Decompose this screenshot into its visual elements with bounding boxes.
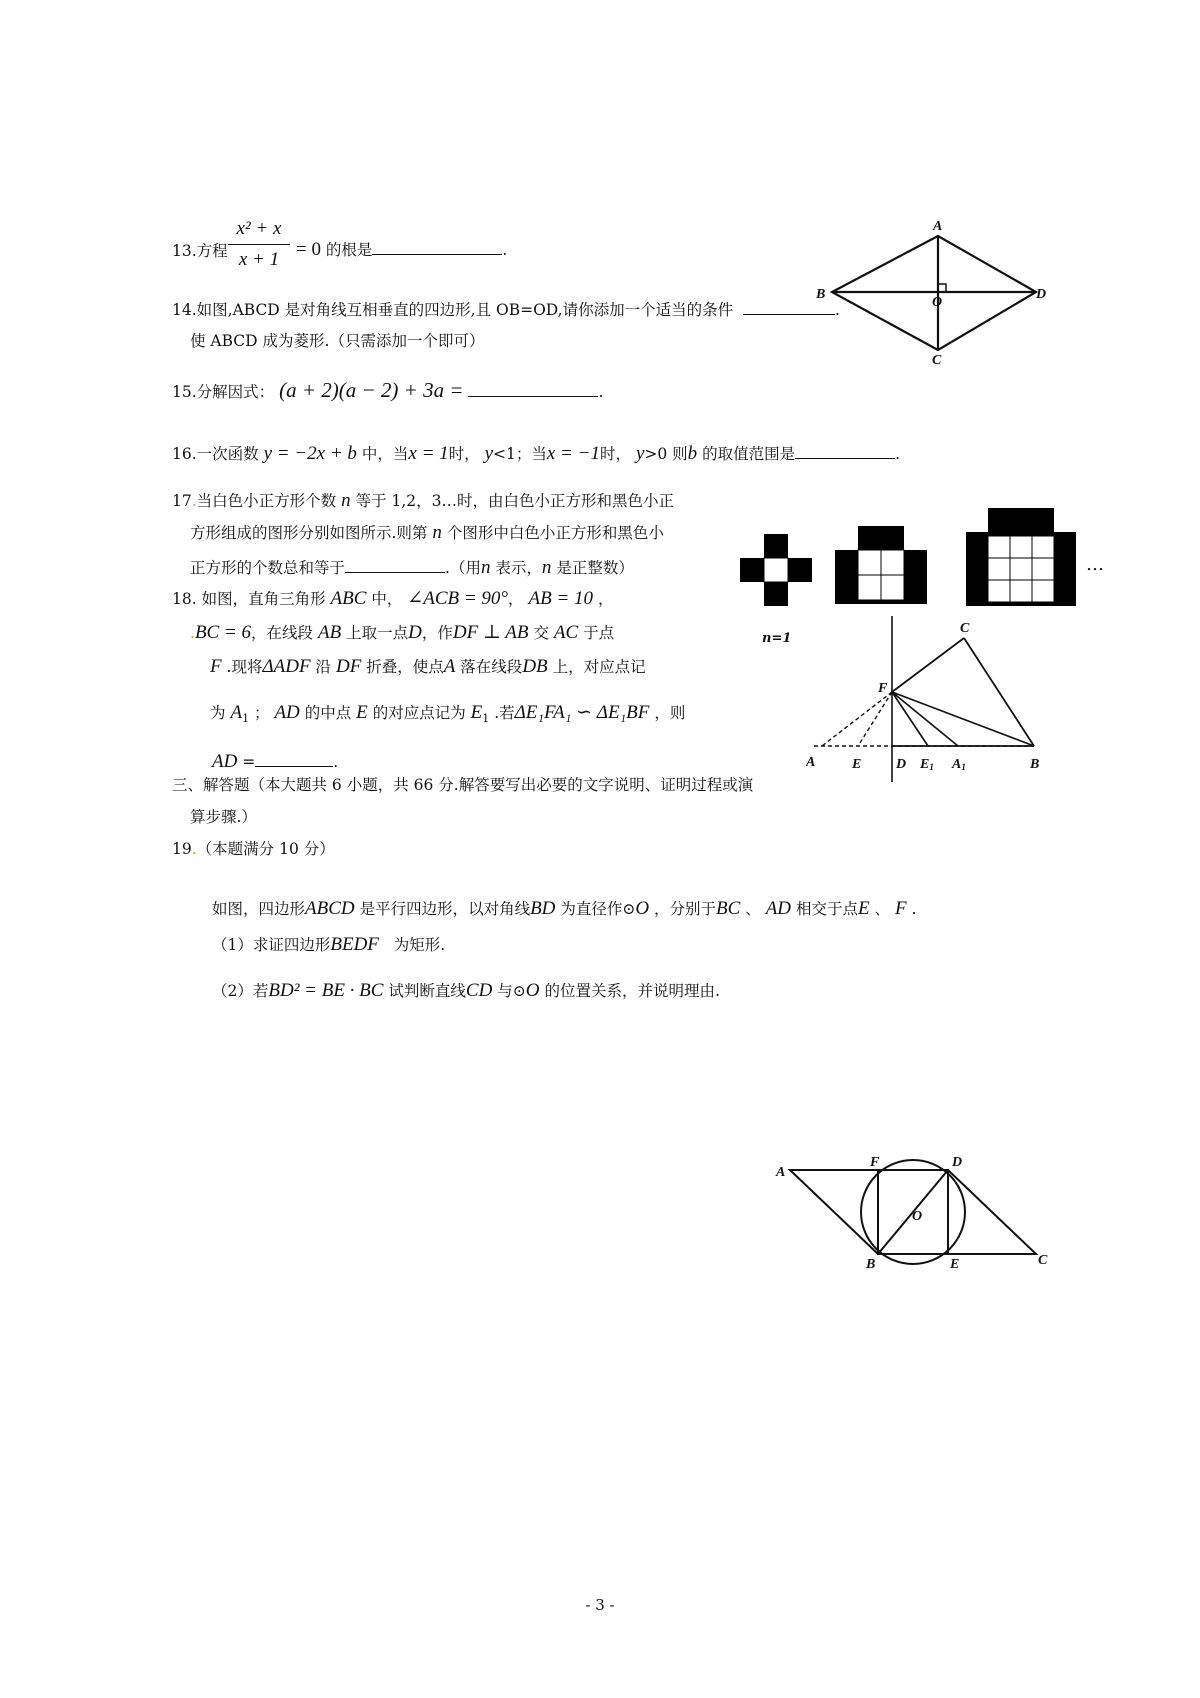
right-angle-mark [938,284,946,292]
q18-line5: AD = . [212,751,339,772]
circle-label-e: E [950,1257,960,1270]
rhombus-label-d: D [1036,287,1047,302]
circle-label-b: B [866,1257,876,1270]
q18-line1: 18. 如图，直角三角形 ABC 中， ∠ACB = 90°， AB = 10 ， [172,588,614,609]
segment-fe1 [892,692,928,746]
rhombus-label-o: O [932,295,943,310]
q19-paragraph3: （2）若BD² = BE · BC 试判断直线CD 与⊙O 的位置关系，并说明理由. [212,980,720,1001]
square-pattern-figures [740,506,1100,626]
pattern-ellipsis: … [1086,554,1104,575]
q13 [172,240,228,262]
circle-label-f: F [870,1155,880,1170]
q18-line3: F .现将ΔADF 沿 DF 折叠，使点A 落在线段DB 上，对应点记 [210,656,646,677]
q13-fraction [228,218,290,271]
q15-answer-blank[interactable] [468,380,598,397]
q19-paragraph2: （1）求证四边形BEDF 为矩形. [212,934,446,955]
circle-label-o: O [912,1209,923,1224]
q14-line1: 14.如图,ABCD 是对角线互相垂直的四边形,且 OB=OD,请你添加一个适当的条件 . [172,298,840,321]
segment-cb [964,638,1034,746]
section3-heading-line1: 三、解答题（本大题共 6 小题，共 66 分.解答要写出必要的文字说明、证明过程或演 [172,776,754,794]
segment-fa1 [892,692,958,746]
q13-suffix: 的根是 [325,241,373,259]
q15: 15.分解因式： (a + 2)(a − 2) + 3a = . [172,378,604,402]
pattern-n1 [740,534,812,606]
q13-denominator: x + 1 [238,249,280,270]
segment-fb [892,692,1034,746]
folded-triangle-figure [806,612,1062,784]
q16: 16.一次函数 y = −2x + b 中，当x = 1时， y<1；当x = −1时， y>0 则b 的取值范围是 . [172,443,901,464]
pattern-n3 [966,508,1076,606]
segment-fa-dashed [822,692,892,746]
q17-line1: 17.当白色小正方形个数 n 等于 1,2，3…时，由白色小正方形和黑色小正 [172,490,675,511]
tri-label-a: A [806,755,816,770]
q18-line4: 为 $A_1$ ； AD 的中点 E 的对应点记为 $E_1$ .若ΔE₁FA₁ ∽ ΔE₁BF ，则 [210,702,686,726]
q13-numerator: x² + x [236,218,282,239]
rhombus-label-a: A [933,219,943,234]
q18-line2: .BC = 6，在线段 AB 上取一点D，作DF ⊥ AB 交 AC 于点 [190,622,615,643]
q14-line2: 使 ABCD 成为菱形.（只需添加一个即可） [190,332,485,350]
tri-label-c: C [960,621,970,636]
tri-label-f: F [878,681,888,696]
rhombus-figure [808,210,1048,370]
rhombus-label-b: B [816,287,826,302]
q16-answer-blank[interactable] [795,442,895,459]
tri-label-d: D [896,757,907,772]
segment-fc [892,638,964,692]
q18-answer-blank[interactable] [255,750,333,767]
pattern-n2 [835,526,927,604]
q13-prefix: 13.方程 [172,242,228,260]
q15-expression: (a + 2)(a − 2) + 3a = [279,378,464,402]
tri-label-b: B [1030,757,1040,772]
circle-label-c: C [1038,1253,1048,1268]
q13-answer-blank[interactable] [372,238,502,255]
page-number: - 3 - [585,1596,615,1614]
q14-answer-blank[interactable] [743,298,835,315]
parallelogram-circle-figure [770,1150,1060,1270]
q13-equals: = 0 [296,239,321,260]
q19-title: 19.（本题满分 10 分） [172,840,335,858]
rhombus-label-c: C [932,353,942,368]
circle-label-d: D [952,1155,963,1170]
q19-paragraph1: 如图，四边形ABCD 是平行四边形，以对角线BD 为直径作⊙O ，分别于BC 、 AD 相交于点E 、 F . [212,898,917,919]
q13-tail: = 0 的根是 . [296,239,508,260]
segment-fe-dashed [858,692,892,746]
pattern-n1-label: n=1 [762,631,792,646]
q17-answer-blank[interactable] [345,556,445,573]
tri-label-e: E [852,757,862,772]
q17-line3: 正方形的个数总和等于 .（用n 表示，n 是正整数） [190,557,634,578]
q17-line2: 方形组成的图形分别如图所示.则第 n 个图形中白色小正方形和黑色小 [190,522,664,543]
tri-label-a1: A1 [952,757,966,772]
section3-heading-line2: 算步骤.） [190,808,257,826]
circle-label-a: A [776,1165,786,1180]
tri-label-e1: E1 [920,757,934,772]
